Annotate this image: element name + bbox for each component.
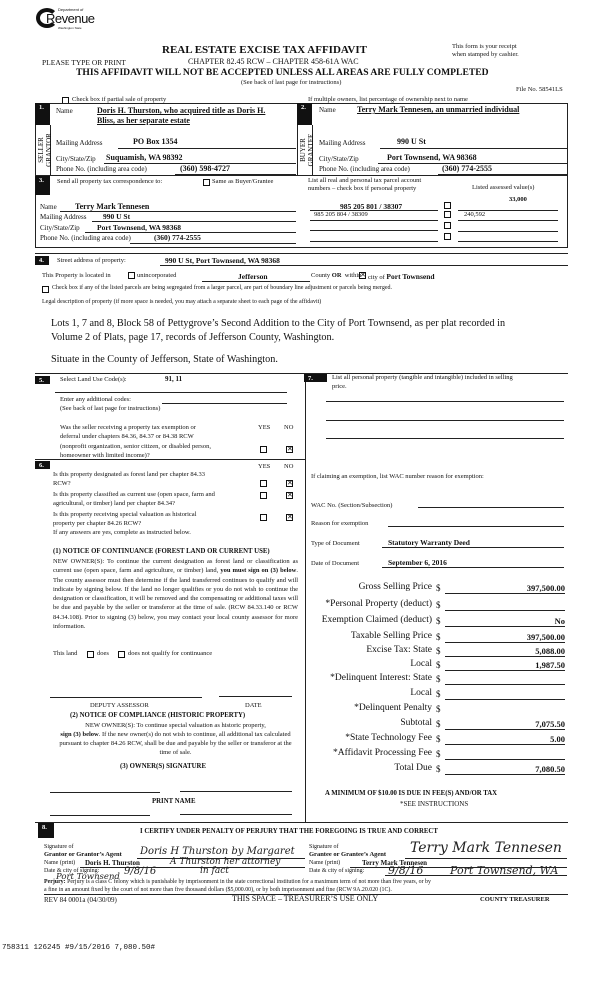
owner-signature-line-1 [50, 792, 160, 793]
perjury-text: Perjury is a class C felony which is punishable by imprisonment in the state correctional institution for a maximum term of not more than five years, or by [67, 879, 431, 885]
or-label: OR [331, 272, 342, 279]
parcel-line [310, 241, 438, 242]
section-1-number: 1. [35, 103, 50, 125]
dollar-sign: $ [436, 749, 441, 759]
dollar-sign: $ [436, 734, 441, 744]
tax-row-value[interactable]: 397,500.00 [445, 583, 565, 594]
tax-row-label: *State Technology Fee [345, 733, 432, 743]
assessor-date-label: DATE [245, 702, 262, 709]
please-type-label: PLEASE TYPE OR PRINT [42, 58, 126, 67]
perjury-line-1 [44, 879, 431, 885]
personal-property-field-2[interactable] [326, 420, 564, 421]
buyer-label: BUYER [299, 138, 307, 162]
document-date-field[interactable]: September 6, 2016 [388, 558, 447, 567]
tax-row-label: Gross Selling Price [358, 582, 432, 592]
tax-row-label: Excise Tax: State [366, 645, 432, 655]
buyer-city-field[interactable]: Port Townsend, WA 98368 [387, 153, 477, 162]
grantor-sign-city[interactable]: Port Townsend [56, 872, 120, 882]
reason-exemption-label: Reason for exemption [311, 520, 369, 527]
section-3-number: 3. [35, 176, 50, 195]
grantee-name-print-label: Name (print) [309, 860, 341, 866]
seller-phone-line [175, 174, 296, 175]
seller-side-label [37, 125, 53, 175]
minimum-due-note: A MINIMUM OF $10.00 IS DUE IN FEE(S) AND/OR TAX [325, 790, 498, 797]
does-label: does [97, 650, 109, 657]
seller-label: SELLER [37, 137, 45, 163]
street-address-field[interactable]: 990 U St, Port Townsend, WA 98368 [165, 256, 280, 265]
section-3-divider [35, 175, 568, 176]
tax-row-label: *Delinquent Penalty [354, 703, 432, 713]
tax-row-label: Exemption Claimed (deduct) [321, 615, 432, 625]
dollar-sign: $ [436, 719, 441, 729]
if-any-yes-note: If any answers are yes, complete as instructed below. [53, 529, 191, 536]
county-field[interactable]: Jefferson [238, 272, 268, 281]
perjury-label: Perjury: [44, 879, 66, 885]
grantee-signature[interactable]: Terry Mark Tennesen [410, 840, 562, 856]
tax-row-label: Local [410, 659, 432, 669]
county-or-within [311, 272, 361, 279]
grantee-signature-of-label: Signature of [309, 844, 339, 850]
buyer-mail-label: Mailing Address [319, 139, 366, 147]
dollar-sign: $ [436, 646, 441, 656]
compliance-text-a: NEW OWNER(S): To continue special valuation as historic property, [85, 722, 266, 729]
corr-mail-field[interactable]: 990 U St [103, 212, 131, 221]
see-instructions-note: *SEE INSTRUCTIONS [400, 800, 469, 808]
seller-mail-line [118, 148, 296, 149]
logo-main-text: Revenue [46, 11, 95, 26]
receipt-note-2: when stamped by cashier. [452, 51, 519, 58]
county-label: County [311, 272, 331, 279]
tax-row-label: *Personal Property (deduct) [325, 599, 432, 609]
tax-row-value[interactable]: 5,088.00 [445, 646, 565, 657]
form-title: REAL ESTATE EXCISE TAX AFFIDAVIT [162, 44, 367, 56]
assessor-date-line [219, 696, 292, 697]
this-land-label: This land [53, 650, 78, 657]
personal-property-field-1[interactable] [326, 401, 564, 402]
document-type-field[interactable]: Statutory Warranty Deed [388, 538, 470, 547]
legal-description-line1[interactable]: Lots 1, 7 and 8, Block 58 of Pettygrove’s Second Addition to the City of Port Townsend, as per plat recorded in [51, 318, 506, 329]
county-treasurer-label: COUNTY TREASURER [480, 896, 550, 903]
notice-continuance-text [53, 557, 298, 631]
owner-signature-line-2 [180, 791, 292, 792]
notice-text-a: NEW OWNER(S): To continue the current designation as forest land or classification as current use (open space, farm and agriculture, or timber) land, [53, 558, 298, 575]
dollar-sign: $ [436, 600, 441, 610]
logo-sub-text: Washington State [58, 26, 82, 30]
receipt-note-1: This form is your receipt [452, 43, 517, 50]
document-type-label: Type of Document [311, 540, 360, 547]
buyer-mail-line [380, 148, 567, 149]
buyer-name-label: Name [319, 106, 336, 114]
dollar-sign: $ [436, 616, 441, 626]
tax-row-value[interactable]: No [445, 616, 565, 627]
corr-phone-field[interactable]: (360) 774-2555 [154, 233, 201, 242]
grantor-name-print-label: Name (print) [44, 860, 76, 866]
print-name-line-2 [180, 814, 292, 815]
exemption-question-3: (nonprofit organization, senior citizen, or disabled person, [60, 443, 211, 450]
corr-name-field[interactable]: Terry Mark Tennesen [75, 202, 150, 211]
personal-property-checkbox-3[interactable] [444, 222, 451, 229]
historical-yes-checkbox[interactable] [260, 514, 267, 521]
document-type-line [382, 547, 564, 548]
tax-row-value[interactable]: 1,987.50 [445, 660, 565, 671]
grantee-signature-line [405, 858, 567, 859]
grantee-label: GRANTEE [307, 133, 315, 167]
cashier-receipt-stamp: 758311 126245 #9/15/2016 7,080.50# [2, 944, 156, 952]
tax-row-value[interactable] [445, 689, 565, 700]
section-2-number: 2. [297, 103, 312, 125]
compliance-text-c: . If the new owner(s) do not wish to continue, all additional tax calculated pursuant to chapter 84.26 RCW, shall be due and payable by the seller or transferor at the time of sale. [59, 731, 292, 756]
tax-row-value[interactable]: 7,080.50 [445, 764, 565, 775]
tax-row-label: Subtotal [400, 718, 432, 728]
grantee-name-field[interactable]: Terry Mark Tennesen [362, 859, 428, 867]
notice-continuance-title: (1) NOTICE OF CONTINUANCE (FOREST LAND OR CURRENT USE) [53, 548, 270, 555]
corr-mail-line [92, 221, 296, 222]
form-chapter: CHAPTER 82.45 RCW – CHAPTER 458-61A WAC [188, 57, 359, 66]
land-use-line [55, 392, 287, 393]
parcel-line [310, 230, 438, 231]
seller-name-label: Name [56, 107, 73, 115]
segregated-checkbox[interactable] [42, 286, 49, 293]
owner-signature-title: (3) OWNER(S) SIGNATURE [120, 763, 206, 770]
seller-name-line2[interactable]: Bliss, as her separate estate [97, 116, 190, 125]
no-header: NO [284, 424, 294, 431]
seller-city-field[interactable]: Suquamish, WA 98392 [106, 153, 183, 162]
buyer-side-label [299, 125, 315, 175]
see-back-instructions: (See back of last page for instructions) [60, 405, 161, 412]
within-city-checkbox-checked[interactable]: ✕ [360, 271, 366, 279]
corr-phone-label: Phone No. (including area code) [40, 234, 131, 242]
buyer-phone-field[interactable]: (360) 774-2555 [442, 164, 492, 173]
wac-number-label: WAC No. (Section/Subsection) [311, 502, 393, 509]
buyer-name-field[interactable]: Terry Mark Tennesen, an unmarried individual [357, 105, 520, 114]
legal-description-label: Legal description of property (if more space is needed, you may attach a separate sheet to each page of the affidavit) [42, 299, 322, 305]
section-7-number: 7. [304, 374, 327, 382]
additional-codes-label: Enter any additional codes: [60, 396, 131, 403]
grantee-sign-city[interactable]: Port Townsend, WA [450, 864, 559, 877]
seller-name-line1[interactable]: Doris H. Thurston, who acquired title as Doris H. [97, 106, 266, 115]
corr-phone-line [130, 243, 296, 244]
dollar-sign: $ [436, 689, 441, 699]
grantor-sign-date[interactable]: 9/8/16 [124, 866, 157, 877]
send-correspondence-label: Send all property tax correspondence to: [57, 178, 163, 185]
parcel-1-number[interactable]: 985 205 801 / 38307 [340, 202, 403, 211]
forest-no-checkbox-checked[interactable]: ✕ [287, 479, 293, 487]
mid-divider [305, 373, 306, 823]
perjury-line-2: a fine in an amount fixed by the court of not more than five thousand dollars ($5,000.00), or by both imprisonment and fine (RCW 9A.20.020 (1C). [44, 887, 392, 893]
within-label: within [344, 272, 362, 279]
section-6-number: 6. [35, 461, 50, 469]
document-date-line [382, 567, 564, 568]
parcel-list-label-1: List all real and personal tax parcel account [308, 177, 422, 184]
document-date-label: Date of Document [311, 560, 360, 567]
corr-name-line [60, 211, 296, 212]
section-8-top-line [35, 822, 568, 823]
current-use-yes-checkbox[interactable] [260, 492, 267, 499]
wac-number-field[interactable] [418, 507, 564, 508]
notice-text-c: . The county assessor must then determine if the land transferred continues to qualify and will indicate by signing below. If the land no longer qualifies or you do not wish to continue the designation or classification, it will be removed and the compensating or additional taxes will be due and payable by the seller or transferor at the time of sale. (RCW 84.33.140 or RCW 84.34.108). Prior to signing (3) below, you may contact your local county assessor for more information. [53, 567, 298, 631]
corr-mail-label: Mailing Address [40, 213, 87, 221]
exemption-no-checkbox-checked[interactable]: ✕ [287, 445, 293, 453]
grantor-signature-attorney: A Thurston her attorney [170, 857, 281, 867]
unincorporated-checkbox[interactable] [128, 272, 135, 279]
tax-row-value[interactable]: 397,500.00 [445, 632, 565, 643]
forest-yes-checkbox[interactable] [260, 480, 267, 487]
legal-description-line2[interactable]: Volume 2 of Plats, page 17, records of Jefferson County, Washington. [51, 332, 335, 343]
parcel-line [310, 210, 438, 211]
no-header-2: NO [284, 463, 294, 470]
parcel-line [310, 220, 438, 221]
grantee-date-city-label: Date & city of signing: [309, 868, 365, 874]
form-revision: REV 84 0001a (04/30/09) [44, 896, 117, 904]
seller-phone-field[interactable]: (360) 598-4727 [180, 164, 230, 173]
notice-text-b: you must sign on (3) below [220, 567, 297, 575]
tax-row-value[interactable] [445, 749, 565, 760]
seller-mail-field[interactable]: PO Box 1354 [133, 137, 178, 146]
does-qualify-checkbox[interactable] [87, 651, 94, 658]
grantor-name-line [80, 867, 305, 868]
section-4-number: 4. [35, 256, 49, 265]
land-use-codes-field[interactable]: 91, 11 [165, 375, 183, 383]
grantor-signature-of-label: Signature of [44, 844, 74, 850]
value-line [458, 210, 558, 211]
city-field[interactable]: Port Townsend [386, 272, 435, 281]
multiple-owners-note: If multiple owners, list percentage of ownership next to name [308, 96, 468, 103]
buyer-city-label: City/State/Zip [319, 155, 359, 163]
parcel-2-number[interactable]: 985 205 804 / 38309 [314, 211, 368, 218]
form-warning: THIS AFFIDAVIT WILL NOT BE ACCEPTED UNLESS ALL AREAS ARE FULLY COMPLETED [76, 67, 489, 78]
treasurer-use-only-label: THIS SPACE – TREASURER’S USE ONLY [232, 894, 379, 903]
forest-question-2: RCW? [53, 480, 71, 487]
buyer-phone-line [438, 174, 567, 175]
value-line [458, 241, 558, 242]
corr-name-label: Name [40, 203, 57, 211]
seller-phone-label: Phone No. (including area code) [56, 165, 147, 173]
current-use-question-2: agricultural, or timber) land per chapter 84.34? [53, 500, 176, 507]
dollar-sign: $ [436, 632, 441, 642]
does-not-qualify-checkbox[interactable] [118, 651, 125, 658]
personal-property-label-2: price. [332, 383, 347, 390]
same-as-buyer-checkbox[interactable] [203, 179, 210, 186]
current-use-question-1: Is this property classified as current use (open space, farm and [53, 491, 215, 498]
value-line [458, 231, 558, 232]
tax-row-value[interactable] [445, 674, 565, 685]
tax-row-value[interactable]: 7,075.50 [445, 719, 565, 730]
city-of-label: city of [368, 274, 385, 281]
dollar-sign: $ [436, 704, 441, 714]
tax-row-label: *Delinquent Interest: State [330, 673, 432, 683]
grantor-label: GRANTOR [45, 133, 53, 167]
street-address-line [160, 265, 568, 266]
file-number: File No. 58541LS [516, 86, 563, 93]
tax-row-label: Taxable Selling Price [350, 631, 432, 641]
historical-question-2: property per chapter 84.26 RCW? [53, 520, 142, 527]
historical-no-checkbox-checked[interactable]: ✕ [287, 513, 293, 521]
unincorporated-label: unincorporated [137, 272, 177, 279]
grantee-sign-date[interactable]: 9/8/16 [388, 864, 424, 877]
tax-row-value[interactable] [445, 600, 565, 611]
notice-compliance-text [53, 721, 298, 757]
logo-top-text: Department of [58, 7, 84, 12]
exemption-yes-checkbox[interactable] [260, 446, 267, 453]
city-of-group [368, 272, 435, 281]
parcel-list-label-2: numbers – check box if personal property [308, 185, 417, 192]
parcel-2-value[interactable]: 240,592 [464, 211, 486, 218]
see-back-note: (See back of last page for instructions) [241, 79, 342, 86]
dollar-sign: $ [436, 674, 441, 684]
grantor-signature[interactable]: Doris H Thurston by Margaret [140, 846, 295, 857]
section-4-top-line [35, 253, 568, 254]
grantor-date-city-label: Date & city of signing: [44, 868, 100, 874]
seller-city-label: City/State/Zip [56, 155, 96, 163]
print-name-line-1 [50, 815, 150, 816]
tax-row-label: Total Due [394, 763, 432, 773]
grantor-signature-in-fact: in fact [200, 866, 229, 876]
historical-question-1: Is this property receiving special valuation as historical [53, 511, 197, 518]
deputy-assessor-label: DEPUTY ASSESSOR [90, 702, 149, 709]
buyer-mail-field[interactable]: 990 U St [397, 137, 426, 146]
parcel-1-value[interactable]: 33,000 [509, 196, 527, 203]
reason-exemption-field[interactable] [388, 526, 564, 527]
segregated-label: Check box if any of the listed parcels are being segregated from a larger parcel, are part of boundary line adjustment or parcels being merged. [52, 285, 392, 291]
additional-codes-field [162, 403, 287, 404]
compliance-text-b: sign (3) below [60, 731, 99, 738]
personal-property-checkbox-2[interactable] [444, 211, 451, 218]
seller-mail-label: Mailing Address [56, 139, 103, 147]
exemption-question-4: homeowner with limited income)? [60, 452, 150, 459]
grantee-agent-label: Grantee or Grantee’s Agent [309, 851, 387, 858]
street-address-label: Street address of property: [57, 257, 126, 264]
forest-question-1: Is this property designated as forest land per chapter 84.33 [53, 471, 205, 478]
deputy-assessor-line [50, 697, 202, 698]
grantor-agent-label: Grantor or Grantor’s Agent [44, 851, 122, 858]
personal-property-label-1: List all personal property (tangible and intangible) included in selling [332, 374, 513, 381]
notice-compliance-title: (2) NOTICE OF COMPLIANCE (HISTORIC PROPERTY) [70, 712, 246, 719]
tax-row-label: Local [410, 688, 432, 698]
county-line [202, 281, 310, 282]
section-6-top-line [35, 459, 305, 460]
partial-sale-label: Check box if partial sale of property [72, 96, 167, 103]
exemption-question-1: Was the seller receiving a property tax exemption or [60, 424, 196, 431]
legal-description-line3[interactable]: Situate in the County of Jefferson, State of Washington. [51, 354, 278, 365]
section-8-number: 8. [38, 823, 54, 838]
personal-property-checkbox-1[interactable] [444, 202, 451, 209]
yes-header-2: YES [258, 463, 271, 470]
dollar-sign: $ [436, 660, 441, 670]
corr-city-label: City/State/Zip [40, 224, 80, 232]
buyer-phone-label: Phone No. (including area code) [319, 165, 410, 173]
section-5-number: 5. [35, 376, 50, 384]
does-not-label: does not qualify for continuance [128, 650, 213, 657]
dollar-sign: $ [436, 583, 441, 593]
certify-statement: I CERTIFY UNDER PENALTY OF PERJURY THAT THE FOREGOING IS TRUE AND CORRECT [140, 828, 438, 835]
personal-property-checkbox-4[interactable] [444, 233, 451, 240]
assessed-values-label: Listed assessed value(s) [472, 184, 535, 191]
yes-header: YES [258, 424, 271, 431]
tax-row-label: *Affidavit Processing Fee [332, 748, 432, 758]
land-use-label: Select Land Use Code(s): [60, 376, 127, 383]
personal-property-field-3[interactable] [326, 438, 564, 439]
dollar-sign: $ [436, 764, 441, 774]
current-use-no-checkbox-checked[interactable]: ✕ [287, 491, 293, 499]
print-name-label: PRINT NAME [152, 798, 196, 805]
tax-row-value[interactable]: 5.00 [445, 734, 565, 745]
value-line [458, 220, 558, 221]
located-in-label: This Property is located in [42, 272, 111, 279]
grantor-name-field[interactable]: Doris H. Thurston [85, 859, 140, 867]
exemption-question-2: deferral under chapters 84.36, 84.37 or 84.38 RCW [60, 433, 194, 440]
corr-city-field[interactable]: Port Townsend, WA 98368 [97, 223, 182, 232]
same-as-buyer-label: Same as Buyer/Grantee [212, 178, 274, 185]
claiming-exemption-label: If claiming an exemption, list WAC number reason for exemption: [311, 473, 484, 480]
